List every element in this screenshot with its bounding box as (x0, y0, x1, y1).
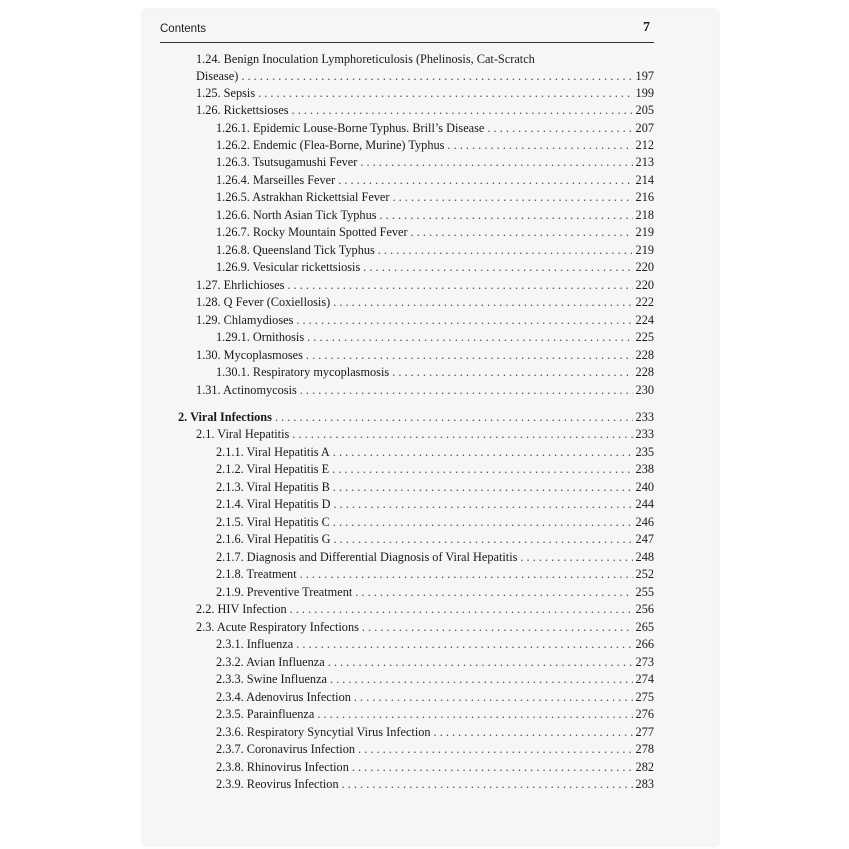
dot-leader (292, 103, 633, 118)
dot-leader (333, 532, 632, 547)
toc-entry-page: 238 (635, 462, 654, 476)
toc-entry-label: 1.30.1. Respiratory mycoplasmosis (216, 365, 390, 379)
toc-entry[interactable] (196, 103, 654, 118)
toc-entry[interactable] (216, 260, 654, 275)
toc-entry[interactable] (216, 637, 654, 652)
toc-entry[interactable] (216, 365, 654, 380)
toc-entry-page: 240 (635, 480, 654, 494)
toc-entry-label: 2.1. Viral Hepatitis (196, 427, 290, 441)
toc-entry[interactable] (216, 190, 654, 205)
toc-entry-line: 1.24. Benign Inoculation Lymphoreticulosis (Phelinosis, Cat-Scratch (196, 52, 535, 66)
dot-leader (338, 173, 632, 188)
toc-entry[interactable] (216, 777, 654, 792)
dot-leader (358, 742, 633, 757)
toc-entry-label: 2.3.1. Influenza (216, 637, 294, 651)
toc-entry-label: 2.1.7. Diagnosis and Differential Diagnosis of Viral Hepatitis (216, 550, 518, 564)
toc-entry[interactable] (216, 707, 654, 722)
toc-entry-label: 1.30. Mycoplasmoses (196, 348, 303, 362)
toc-entry[interactable] (216, 155, 654, 170)
toc-entry[interactable] (216, 225, 654, 240)
toc-entry-page: 220 (635, 260, 654, 274)
toc-entry-label: 1.26. Rickettsioses (196, 103, 289, 117)
toc-entry-label: 2.3.2. Avian Influenza (216, 655, 325, 669)
dot-leader (332, 462, 632, 477)
toc-entry-label: 2. Viral Infections (178, 410, 272, 424)
dot-leader (362, 620, 633, 635)
dot-leader (330, 672, 633, 687)
toc-entry-page: 197 (635, 69, 654, 83)
dot-leader (307, 330, 632, 345)
toc-entry-label: 2.3.4. Adenovirus Infection (216, 690, 351, 704)
dot-leader (378, 243, 633, 258)
dot-leader (306, 348, 633, 363)
dot-leader (241, 69, 632, 84)
toc-entry-page: 212 (635, 138, 654, 152)
toc-entry[interactable] (216, 725, 654, 740)
toc-entry-page: 255 (635, 585, 654, 599)
toc-entry-page: 235 (635, 445, 654, 459)
toc-entry-page: 244 (635, 497, 654, 511)
toc-entry-label: 1.26.4. Marseilles Fever (216, 173, 336, 187)
toc-entry[interactable] (196, 313, 654, 328)
toc-entry[interactable] (196, 86, 654, 101)
toc-entry[interactable] (216, 672, 654, 687)
toc-entry-page: 219 (635, 243, 654, 257)
toc-entry[interactable] (216, 655, 654, 670)
dot-leader (317, 707, 632, 722)
dot-leader (328, 655, 633, 670)
toc-entry-label: 2.3.7. Coronavirus Infection (216, 742, 355, 756)
dot-leader (333, 497, 632, 512)
toc-entry-label: 1.26.8. Queensland Tick Typhus (216, 243, 375, 257)
toc-entry-label: 1.26.2. Endemic (Flea-Borne, Murine) Typhus (216, 138, 445, 152)
toc-entry[interactable] (216, 515, 654, 530)
toc-entry-label: 1.26.3. Tsutsugamushi Fever (216, 155, 358, 169)
toc-entry[interactable] (216, 173, 654, 188)
toc-entry[interactable] (178, 410, 654, 425)
dot-leader (355, 585, 632, 600)
dot-leader (360, 155, 632, 170)
toc-entry[interactable] (216, 480, 654, 495)
toc-entry-page: 222 (635, 295, 654, 309)
toc-entry-page: 248 (635, 550, 654, 564)
toc-entry-page: 273 (635, 655, 654, 669)
toc-entry[interactable] (216, 567, 654, 582)
dot-leader (333, 480, 633, 495)
dot-leader (380, 208, 633, 223)
toc-entry-page: 256 (635, 602, 654, 616)
dot-leader (296, 637, 632, 652)
toc-entry-page: 278 (635, 742, 654, 756)
toc-entry-page: 220 (635, 278, 654, 292)
toc-entry[interactable] (216, 138, 654, 153)
toc-entry[interactable] (196, 278, 654, 293)
toc-entry[interactable] (216, 462, 654, 477)
toc-entry-page: 224 (635, 313, 654, 327)
toc-entry[interactable] (216, 760, 654, 775)
dot-leader (292, 427, 632, 442)
dot-leader (275, 410, 633, 425)
running-title: Contents (160, 23, 207, 35)
toc-entry-label: 1.29. Chlamydioses (196, 313, 294, 327)
toc-entry-label: 1.26.7. Rocky Mountain Spotted Fever (216, 225, 408, 239)
toc-entry-label: 2.3.8. Rhinovirus Infection (216, 760, 349, 774)
toc-entry-label: 1.29.1. Ornithosis (216, 330, 305, 344)
toc-entry-page: 207 (635, 121, 654, 135)
dot-leader (393, 190, 633, 205)
page-number: 7 (643, 20, 650, 35)
toc-entry-label: 2.1.8. Treatment (216, 567, 297, 581)
dot-leader (258, 86, 632, 101)
dot-leader (434, 725, 633, 740)
dot-leader (392, 365, 632, 380)
dot-leader (300, 567, 633, 582)
toc-entry[interactable] (216, 497, 654, 512)
toc-entry-label: 2.3.9. Reovirus Infection (216, 777, 339, 791)
dot-leader (352, 760, 633, 775)
toc-entry-label: 2.1.6. Viral Hepatitis G (216, 532, 331, 546)
toc-entry[interactable] (196, 602, 654, 617)
toc-entry-page: 216 (635, 190, 654, 204)
toc-entry[interactable] (216, 330, 654, 345)
toc-entry-page: 246 (635, 515, 654, 529)
dot-leader (333, 515, 633, 530)
toc-entry[interactable] (216, 532, 654, 547)
dot-leader (290, 602, 633, 617)
toc-entry-label: 2.1.4. Viral Hepatitis D (216, 497, 331, 511)
toc-entry[interactable] (216, 585, 654, 600)
dot-leader (287, 278, 632, 293)
dot-leader (520, 550, 632, 565)
toc-entry-page: 282 (635, 760, 654, 774)
toc-entry[interactable] (196, 348, 654, 363)
toc-entry-label: 2.1.1. Viral Hepatitis A (216, 445, 330, 459)
toc-entry-page: 230 (635, 383, 654, 397)
toc-entry[interactable] (196, 383, 654, 398)
toc-entry-label: 2.3.5. Parainfluenza (216, 707, 315, 721)
toc-entry[interactable] (216, 550, 654, 565)
toc-entry-label: Disease) (196, 69, 239, 83)
toc-entry-label: 1.26.1. Epidemic Louse-Borne Typhus. Brill’s Disease (216, 121, 485, 135)
toc-entry[interactable] (216, 243, 654, 258)
toc-entry[interactable] (196, 295, 654, 310)
toc-entry-page: 275 (635, 690, 654, 704)
toc-entry-page: 283 (635, 777, 654, 791)
toc-entry-label: 1.26.6. North Asian Tick Typhus (216, 208, 377, 222)
toc-entry-label: 2.1.2. Viral Hepatitis E (216, 462, 330, 476)
toc-entry-label: 2.3.3. Swine Influenza (216, 672, 327, 686)
toc-entry[interactable] (196, 620, 654, 635)
dot-leader (300, 383, 633, 398)
toc-entry-page: 199 (635, 86, 654, 100)
toc-entry-label: 2.3.6. Respiratory Syncytial Virus Infection (216, 725, 431, 739)
toc-entry-page: 214 (635, 173, 654, 187)
toc-entry-page: 276 (635, 707, 654, 721)
toc-entry-label: 1.26.9. Vesicular rickettsiosis (216, 260, 361, 274)
toc-entry[interactable] (196, 69, 654, 84)
toc-entry-label: 1.27. Ehrlichioses (196, 278, 285, 292)
toc-entry-label: 2.3. Acute Respiratory Infections (196, 620, 359, 634)
dot-leader (354, 690, 633, 705)
toc-entry-page: 219 (635, 225, 654, 239)
toc-entry[interactable] (216, 208, 654, 223)
toc-entry-label: 1.26.5. Astrakhan Rickettsial Fever (216, 190, 390, 204)
toc-entry-page: 228 (635, 348, 654, 362)
toc-entry-page: 228 (635, 365, 654, 379)
toc-entry-page: 213 (635, 155, 654, 169)
toc-entry-page: 233 (635, 410, 654, 424)
toc-entry-page: 265 (635, 620, 654, 634)
toc-entry[interactable] (216, 742, 654, 757)
toc-entry-label: 2.2. HIV Infection (196, 602, 287, 616)
dot-leader (487, 121, 632, 136)
toc-entry-page: 277 (635, 725, 654, 739)
dot-leader (411, 225, 633, 240)
dot-leader (447, 138, 632, 153)
toc-entry-page: 274 (635, 672, 654, 686)
toc-entry[interactable] (196, 427, 654, 442)
toc-entry-label: 1.28. Q Fever (Coxiellosis) (196, 295, 331, 309)
dot-leader (333, 295, 632, 310)
toc-entry-label: 2.1.9. Preventive Treatment (216, 585, 353, 599)
toc-entry[interactable] (216, 690, 654, 705)
toc-entry-label: 2.1.3. Viral Hepatitis B (216, 480, 330, 494)
dot-leader (342, 777, 633, 792)
toc-entry-page: 218 (635, 208, 654, 222)
toc-entry[interactable] (216, 121, 654, 136)
dot-leader (296, 313, 632, 328)
toc-entry-label: 1.25. Sepsis (196, 86, 256, 100)
dot-leader (333, 445, 633, 460)
toc-entry-label: 2.1.5. Viral Hepatitis C (216, 515, 330, 529)
toc-entry-page: 233 (635, 427, 654, 441)
toc-entry-page: 247 (635, 532, 654, 546)
toc-entry-label: 1.31. Actinomycosis (196, 383, 297, 397)
toc-entry[interactable] (216, 445, 654, 460)
toc-entry-page: 266 (635, 637, 654, 651)
toc-entry-page: 225 (635, 330, 654, 344)
toc-entry-page: 252 (635, 567, 654, 581)
dot-leader (363, 260, 632, 275)
toc-entry-page: 205 (635, 103, 654, 117)
